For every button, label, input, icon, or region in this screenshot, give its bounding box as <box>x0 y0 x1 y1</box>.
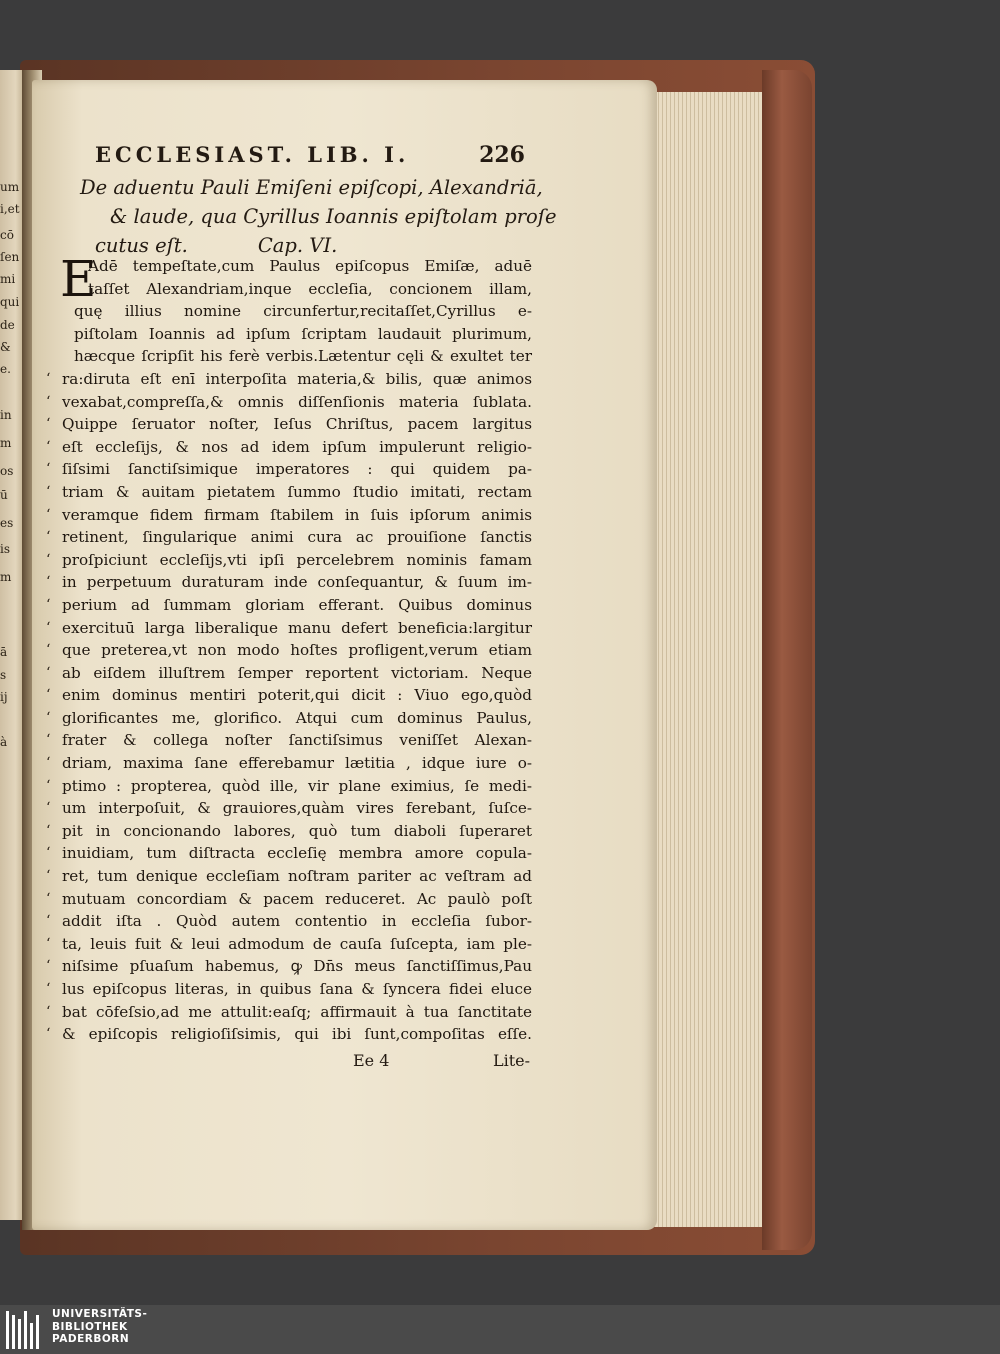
margin-fragment: cō <box>0 228 14 242</box>
text-line: ‘ vexabat,compreſſa,& omnis diſſenſionis materia ſublata. <box>62 391 532 414</box>
text-line: ‘ bat cōfeſsio,ad me attulit:eaſq; affirmauit à tua ſanctitate <box>62 1001 532 1024</box>
text-line: ‘ in perpetuum duraturam inde conſequantur, & ſuum im- <box>62 571 532 594</box>
text-line: ‘ perium ad ſummam gloriam efferant. Quibus dominus <box>62 594 532 617</box>
text-line: ‘ niſsime pſuaſum habemus, ꝙ Dn̄s meus ſanctiſſimus,Pau <box>62 955 532 978</box>
text-line: ‘ ptimo : propterea, quòd ille, vir plane eximius, ſe medi- <box>62 775 532 798</box>
running-head <box>95 142 525 172</box>
text-line: piſtolam Ioannis ad ipſum ſcriptam laudauit plurimum, <box>74 324 532 343</box>
text-line: ‘ Quippe ſeruator noſter, Ieſus Chriſtus, pacem largitus <box>62 413 532 436</box>
margin-fragment: ā <box>0 645 8 659</box>
text-line: ‘ mutuam concordiam & pacem reduceret. Ac paulò poſt <box>62 888 532 911</box>
margin-fragment: is <box>0 542 10 556</box>
margin-fragment: es <box>0 516 14 530</box>
text-line: ‘ ſiſsimi ſanctiſsimique imperatores : qui quidem pa- <box>62 458 532 481</box>
text-line: ‘ ta, leuis fuit & leui admodum de cauſa ſuſcepta, iam ple- <box>62 933 532 956</box>
book-cover-edge <box>762 70 812 1250</box>
text-line: ‘ que preterea,vt non modo hoſtes profligent,verum etiam <box>62 639 532 662</box>
margin-fragment: um <box>0 180 20 194</box>
library-name-line: UNIVERSITÄTS- <box>52 1308 148 1320</box>
chapter-title-line-end: cutus eſt. <box>95 234 188 257</box>
text-line: ‘ & epiſcopis religioſiſsimis, qui ibi ſunt,compoſitas eſſe. <box>62 1023 532 1046</box>
margin-fragment: m <box>0 570 12 584</box>
body-text <box>60 250 532 1046</box>
margin-fragment: de <box>0 318 15 332</box>
margin-fragment: qui <box>0 295 20 309</box>
text-line: ‘ proſpiciunt eccleſijs,vti ipſi percelebrem nominis famam <box>62 549 532 572</box>
margin-fragment: in <box>0 408 12 422</box>
text-line: ‘ frater & collega noſter ſanctiſsimus veniſſet Alexan- <box>62 729 532 752</box>
catchword: Lite- <box>492 1051 530 1070</box>
library-logo-icon <box>6 1311 44 1349</box>
margin-fragment: s <box>0 668 7 682</box>
text-line: Adē tempeſtate,cum Paulus epiſcopus Emiſæ, aduē <box>88 257 532 275</box>
signature-mark: Ee 4 <box>353 1051 390 1070</box>
margin-fragment: m <box>0 436 12 450</box>
text-line: ‘ eſt eccleſijs, & nos ad idem ipſum impulerunt religio- <box>62 436 532 459</box>
text-line: ‘ inuidiam, tum diſtracta eccleſię membra amore copula- <box>62 842 532 865</box>
margin-fragment: ū <box>0 488 8 502</box>
page-footer <box>350 1051 530 1075</box>
text-line: ‘ glorificantes me, glorifico. Atqui cum dominus Paulus, <box>62 707 532 730</box>
text-line: ‘ triam & auitam pietatem ſummo ſtudio imitati, rectam <box>62 481 532 504</box>
margin-fragment: ij <box>0 690 8 704</box>
text-line: ‘ lus epiſcopus literas, in quibus ſana & ſyncera fidei eluce <box>62 978 532 1001</box>
text-line: ‘ ab eiſdem illuſtrem ſemper reportent victoriam. Neque <box>62 662 532 685</box>
margin-fragment: ſen <box>0 250 20 264</box>
text-line: ‘ retinent, ſingularique animi cura ac prouiſione ſanctis <box>62 526 532 549</box>
margin-fragment: i,et <box>0 202 20 216</box>
text-line: ‘ addit iſta . Quòd autem contentio in eccleſia ſubor- <box>62 910 532 933</box>
library-name-line: BIBLIOTHEK <box>52 1320 128 1333</box>
chapter-title <box>80 173 557 260</box>
library-name-line: PADERBORN <box>52 1333 130 1345</box>
text-line: ‘ driam, maxima ſane efferebamur lætitia , idque iure o- <box>62 752 532 775</box>
text-line: ‘ exercituū larga liberalique manu defert beneficia:largitur <box>62 617 532 640</box>
margin-fragment: à <box>0 735 8 749</box>
text-line: ‘ pit in concionando labores, quò tum diaboli ſuperaret <box>62 820 532 843</box>
text-line: ‘ veramque fidem firmam ſtabilem in ſuis ipſorum animis <box>62 504 532 527</box>
margin-fragment: & <box>0 340 11 354</box>
chapter-title-line: De aduentu Pauli Emiſeni epiſcopi, Alexandriā, <box>80 176 543 199</box>
chapter-title-line: & laude, qua Cyrillus Ioannis epiſtolam proſe <box>110 205 557 228</box>
margin-fragment: mi <box>0 272 16 286</box>
margin-fragment: os <box>0 464 14 478</box>
library-name <box>52 1308 147 1346</box>
text-line: quę illius nomine circunfertur,recitaſſet,Cyrillus e- <box>74 302 532 321</box>
text-line: hæcque ſcripſit his ferè verbis.Lætentur cęli & exultet ter <box>74 347 532 366</box>
folio-number: 226 <box>479 142 525 168</box>
text-line: ‘ um interpoſuit, & grauiores,quàm vires ferebant, ſuſce- <box>62 797 532 820</box>
library-bar <box>0 1305 1000 1354</box>
text-line: ‘ ret, tum denique eccleſiam noſtram pariter ac veſtram ad <box>62 865 532 888</box>
chapter-number: Cap. VI. <box>257 234 338 257</box>
text-line: taſſet Alexandriam,inque eccleſia, concionem illam, <box>88 279 532 298</box>
running-head-text: ECCLESIAST. LIB. I. <box>95 142 410 167</box>
text-line: ‘ ra:diruta eſt enī interpoſita materia,& bilis, quæ animos <box>62 368 532 391</box>
drop-capital: E <box>60 250 97 308</box>
text-line: ‘ enim dominus mentiri poterit,qui dicit : Viuo ego,quòd <box>62 684 532 707</box>
margin-fragment: e. <box>0 362 11 376</box>
